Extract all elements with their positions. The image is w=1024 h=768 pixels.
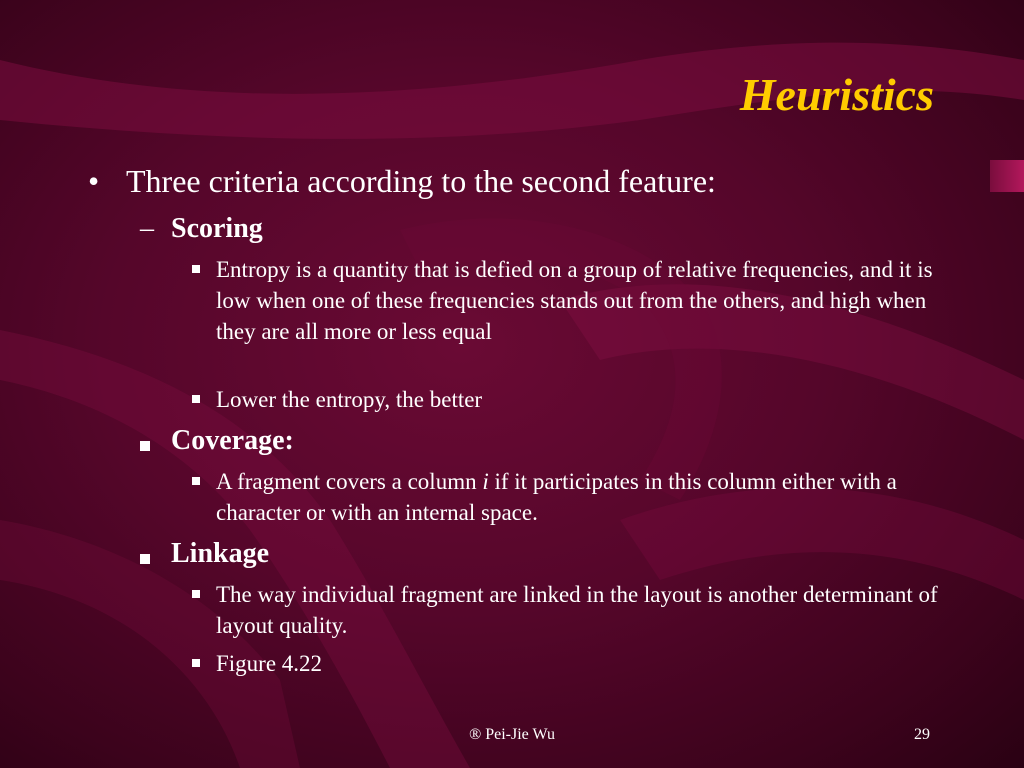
square-bullet bbox=[192, 587, 200, 603]
square-bullet bbox=[192, 262, 200, 278]
coverage-label: Coverage: bbox=[171, 425, 294, 456]
square-bullet bbox=[140, 426, 150, 460]
main-bullet-text: Three criteria according to the second feature: bbox=[126, 163, 716, 199]
linkage-label: Linkage bbox=[171, 538, 270, 569]
linkage-item-figure: Figure 4.22 bbox=[216, 651, 323, 676]
scoring-item-entropy: Entropy is a quantity that is defied on a group of relative frequencies, and it is low when one of these frequencies stands out from the others, and high when they are all more or less equal bbox=[216, 257, 933, 344]
edge-tab-decoration bbox=[990, 160, 1024, 192]
slide-title: Heuristics bbox=[739, 69, 934, 120]
square-bullet bbox=[192, 656, 200, 672]
coverage-item-before: A fragment covers a column bbox=[216, 469, 483, 494]
square-bullet bbox=[192, 474, 200, 490]
linkage-item-layout: The way individual fragment are linked in the layout is another determinant of layout quality. bbox=[216, 582, 938, 638]
dash-marker: – bbox=[140, 213, 154, 244]
scoring-label: Scoring bbox=[171, 213, 263, 244]
square-bullet bbox=[192, 392, 200, 408]
coverage-item bbox=[216, 466, 946, 528]
scoring-item-lower: Lower the entropy, the better bbox=[216, 387, 483, 412]
footer-author: ® Pei-Jie Wu bbox=[469, 726, 555, 743]
square-bullet bbox=[140, 539, 150, 573]
coverage-item-italic: i bbox=[482, 469, 489, 494]
bullet-dot: • bbox=[88, 163, 100, 199]
coverage-item-after: if it participates in this column either with a character or with an internal space. bbox=[216, 469, 897, 525]
page-number: 29 bbox=[914, 726, 930, 743]
